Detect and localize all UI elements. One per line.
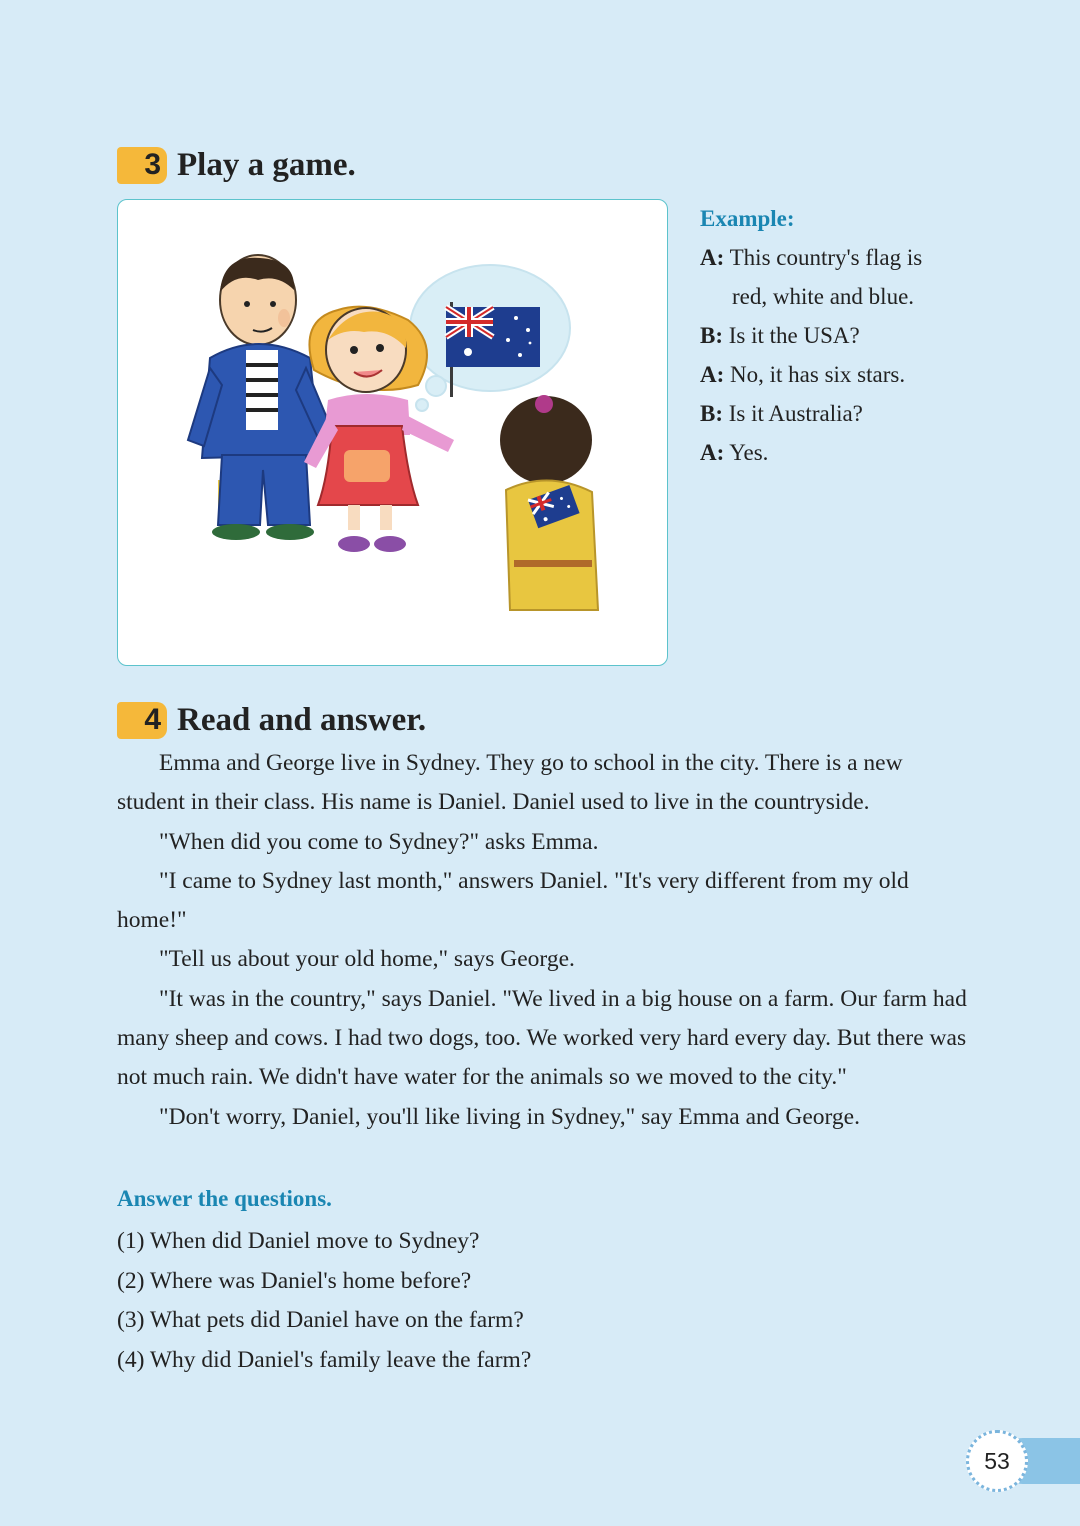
questions-heading: Answer the questions.: [117, 1186, 332, 1211]
child-holding-flag-figure: [500, 395, 598, 610]
section-number-badge: 4: [117, 702, 167, 739]
dialogue-line: [700, 433, 1040, 472]
dialogue-text: Yes.: [729, 440, 769, 465]
dialogue-line: [700, 238, 1040, 277]
speaker-label: A:: [700, 440, 725, 465]
speaker-label: A:: [700, 245, 725, 270]
section-title: Play a game.: [177, 146, 356, 183]
passage-paragraph: "It was in the country," says Daniel. "We lived in a big house on a farm. Our farm had many sheep and cows. I had two dogs, too. We worked very hard every day. But there was not much rain. We didn't have water for the animals so we moved to the city.": [117, 985, 967, 1091]
dialogue-text: Is it the USA?: [728, 323, 860, 348]
section-title: Read and answer.: [177, 701, 427, 738]
dialogue-line: [700, 355, 1040, 394]
section-4-heading: [117, 700, 426, 740]
question-item: (4) Why did Daniel's family leave the farm?: [117, 1346, 532, 1373]
passage-paragraph: Emma and George live in Sydney. They go to school in the city. There is a new student in their class. His name is Daniel. Daniel used to live in the countryside.: [117, 750, 903, 816]
passage-paragraph: "When did you come to Sydney?" asks Emma.: [159, 828, 599, 855]
dialogue-line: [700, 394, 1040, 433]
dialogue-text: No, it has six stars.: [730, 362, 906, 387]
dialogue-text: This country's flag is: [729, 245, 923, 270]
dialogue-text: red, white and blue.: [732, 284, 915, 309]
speaker-label: B:: [700, 401, 723, 426]
passage-paragraph: "Tell us about your old home," says George.: [159, 946, 575, 973]
example-dialogue: [700, 199, 1040, 472]
dialogue-line: [700, 316, 1040, 355]
speaker-label: A:: [700, 362, 725, 387]
question-item: (2) Where was Daniel's home before?: [117, 1267, 472, 1294]
question-item: (3) What pets did Daniel have on the farm?: [117, 1307, 524, 1333]
speaker-label: B:: [700, 323, 723, 348]
question-item: (1) When did Daniel move to Sydney?: [117, 1228, 480, 1254]
section-number-badge: 3: [117, 147, 167, 184]
dialogue-line: [700, 277, 1040, 316]
page-number: 53: [966, 1430, 1028, 1492]
example-heading: Example:: [700, 206, 795, 231]
passage-paragraph: "I came to Sydney last month," answers Daniel. "It's very different from my old home!": [117, 867, 909, 934]
boy-figure: [188, 255, 332, 540]
passage-paragraph: "Don't worry, Daniel, you'll like living in Sydney," say Emma and George.: [159, 1103, 860, 1130]
questions-list: [117, 1222, 531, 1380]
dialogue-text: Is it Australia?: [728, 401, 863, 426]
reading-passage: [117, 744, 967, 1137]
children-flag-illustration: [118, 200, 666, 664]
illustration-frame: [117, 199, 668, 666]
section-3-heading: [117, 145, 356, 185]
